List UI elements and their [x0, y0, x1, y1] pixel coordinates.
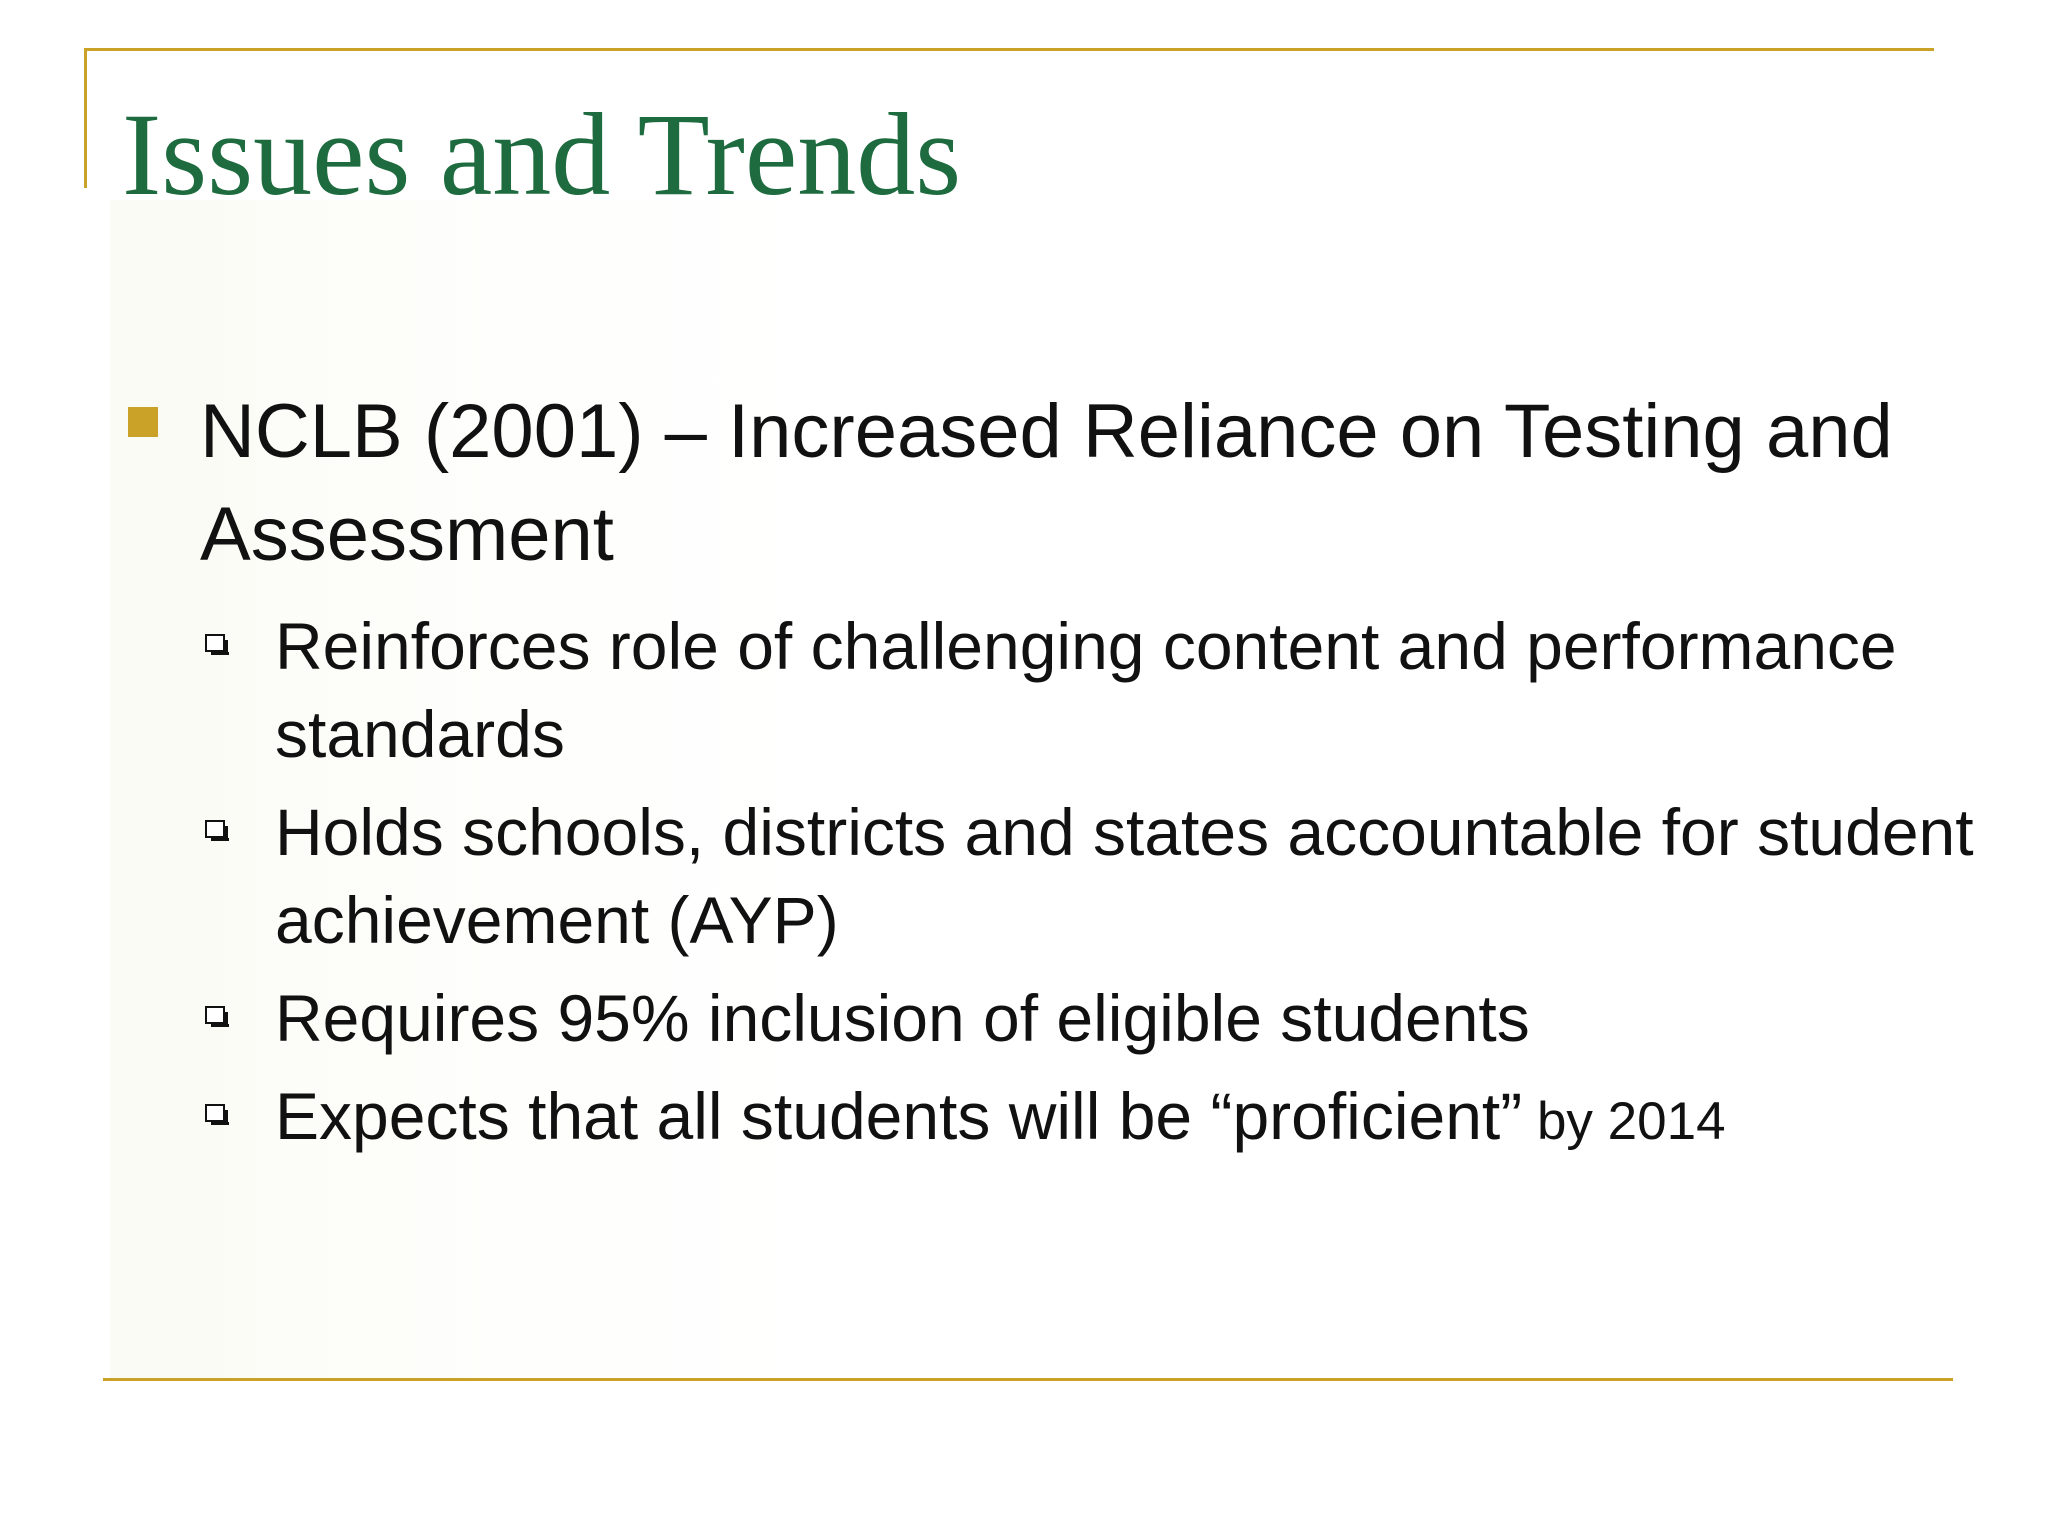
left-rule — [84, 48, 87, 188]
sub-bullet-suffix: by 2014 — [1522, 1092, 1726, 1151]
sub-bullet-main: Expects that all students will be “proficient” — [275, 1079, 1523, 1153]
list-item — [275, 788, 1975, 964]
box-bullet-icon — [205, 1006, 225, 1024]
box-bullet-icon — [205, 634, 225, 652]
list-item — [275, 1072, 1975, 1166]
square-bullet-icon — [128, 407, 158, 437]
box-bullet-icon — [205, 1104, 225, 1122]
main-bullet-text: NCLB (2001) – Increased Reliance on Testing and Assessment — [200, 389, 1893, 577]
top-rule — [84, 48, 1934, 51]
sub-bullet-text: Holds schools, districts and states accountable for student achievement (AYP) — [275, 795, 1974, 957]
slide-title: Issues and Trends — [122, 89, 962, 220]
list-item — [275, 602, 1975, 778]
sub-bullet-text: Requires 95% inclusion of eligible students — [275, 981, 1530, 1055]
list-item — [275, 974, 1975, 1062]
sub-bullet-list — [275, 602, 1975, 1176]
bottom-rule — [103, 1378, 1953, 1381]
sub-bullet-text: Reinforces role of challenging content and performance standards — [275, 609, 1897, 771]
box-bullet-icon — [205, 820, 225, 838]
main-bullet — [200, 380, 1940, 586]
sub-bullet-text — [275, 1072, 1975, 1166]
